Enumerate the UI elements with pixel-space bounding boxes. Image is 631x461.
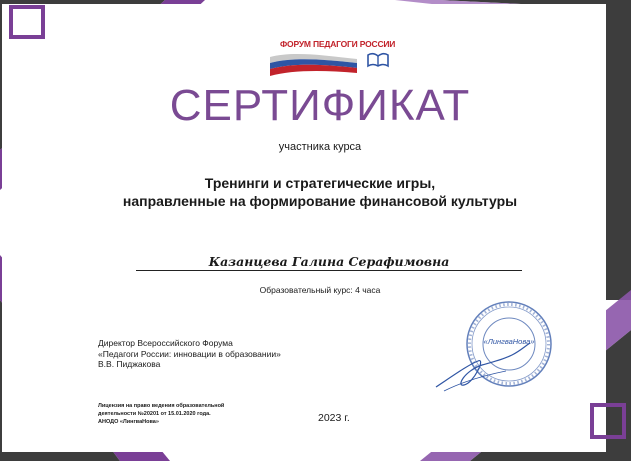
stamp-center-text: «ЛингваНова»: [483, 337, 535, 346]
stamp: [462, 297, 556, 391]
certificate-subtitle: участника курса: [278, 141, 362, 153]
license-line1: Лицензия на право ведения образовательной: [98, 403, 225, 409]
open-book-icon: [366, 51, 390, 69]
signatory-line1: Директор Всероссийского Форума: [98, 338, 233, 348]
course-title: [80, 174, 560, 210]
certificate-title: СЕРТИФИКАТ: [169, 81, 471, 130]
course-title-line2: направленные на формирование финансовой культуры: [122, 193, 518, 209]
forum-logo: [262, 37, 402, 79]
certificate-year: 2023 г.: [318, 412, 350, 424]
recipient-underline: [136, 270, 522, 271]
signature: [434, 335, 544, 405]
logo-text: ФОРУМ ПЕДАГОГИ РОССИИ: [280, 39, 396, 49]
license-line3: АНОДО «ЛингваНова»: [98, 419, 159, 425]
logo-flag-swoosh: [262, 49, 382, 79]
license-line2: деятельности №20201 от 15.01.2020 года.: [98, 411, 211, 417]
signatory-line3: В.В. Пиджакова: [98, 359, 161, 369]
license-block: [98, 402, 224, 426]
course-title-line1: Тренинги и стратегические игры,: [204, 175, 436, 191]
recipient-name: Казанцева Галина Серафимовна: [208, 254, 450, 269]
signatory-line2: «Педагоги России: инновации в образовании»: [98, 348, 281, 359]
signatory-block: [98, 338, 281, 370]
course-hours: Образовательный курс: 4 часа: [259, 285, 381, 295]
